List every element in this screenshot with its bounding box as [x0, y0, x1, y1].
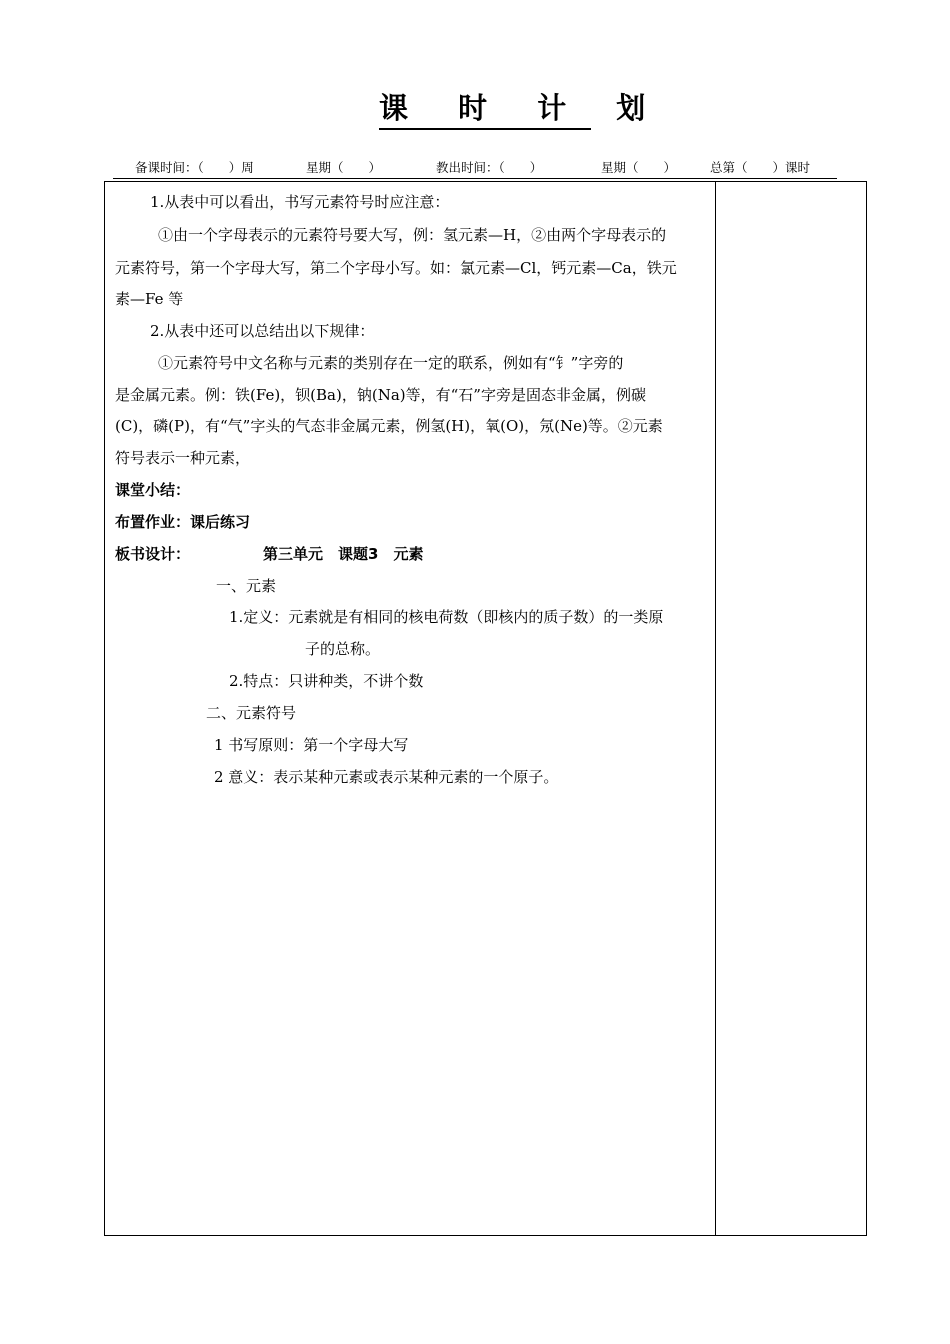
- paragraph-4-line-3: (C)，磷(P)，有“气”字头的气态非金属元素，例氢(H)，氧(O)，氖(Ne)等。②元素: [115, 417, 663, 435]
- teach-time-label: 教出时间：（ ）: [436, 160, 543, 175]
- schedule-header: [113, 158, 837, 179]
- teach-weekday-label: 星期（ ）: [601, 160, 677, 175]
- summary-label: 课堂小结：: [115, 481, 191, 499]
- paragraph-3: 2.从表中还可以总结出以下规律：: [150, 322, 375, 340]
- notes-column-divider: [715, 181, 716, 1236]
- prep-time-label: 备课时间：（ ）周: [135, 160, 254, 175]
- writing-rule-line: 1 书写原则：第一个字母大写: [214, 736, 409, 754]
- homework-label: 布置作业：课后练习: [115, 513, 251, 531]
- definition-line-2: 子的总称。: [305, 640, 381, 658]
- meaning-line: 2 意义：表示某种元素或表示某种元素的一个原子。: [214, 768, 559, 786]
- board-design-title: 第三单元 课题3 元素: [263, 545, 424, 563]
- paragraph-4-line-4: 符号表示一种元素，: [115, 449, 251, 467]
- paragraph-2-line-2: 元素符号，第一个字母大写，第二个字母小写。如：氯元素—Cl，钙元素—Ca，铁元: [115, 259, 677, 277]
- paragraph-4-line-1: ①元素符号中文名称与元素的类别存在一定的联系，例如有“钅”字旁的: [158, 354, 624, 372]
- characteristic-line: 2.特点：只讲种类，不讲个数: [229, 672, 424, 690]
- definition-line-1: 1.定义：元素就是有相同的核电荷数（即核内的质子数）的一类原: [229, 608, 664, 626]
- paragraph-2-line-1: ①由一个字母表示的元素符号要大写，例：氢元素—H，②由两个字母表示的: [158, 226, 667, 244]
- board-design-label: 板书设计：: [115, 545, 191, 563]
- prep-weekday-label: 星期（ ）: [306, 160, 382, 175]
- paragraph-1: 1.从表中可以看出，书写元素符号时应注意：: [150, 193, 450, 211]
- paragraph-2-line-3: 素—Fe 等: [115, 290, 184, 308]
- section-1-heading: 一、元素: [216, 577, 277, 595]
- total-lesson-label: 总第（ ）课时: [710, 160, 811, 175]
- section-2-heading: 二、元素符号: [206, 704, 297, 722]
- paragraph-4-line-2: 是金属元素。例：铁(Fe)，钡(Ba)，钠(Na)等，有“石”字旁是固态非金属，例碳: [115, 386, 646, 404]
- page-title: 课 时 计 划: [379, 88, 591, 130]
